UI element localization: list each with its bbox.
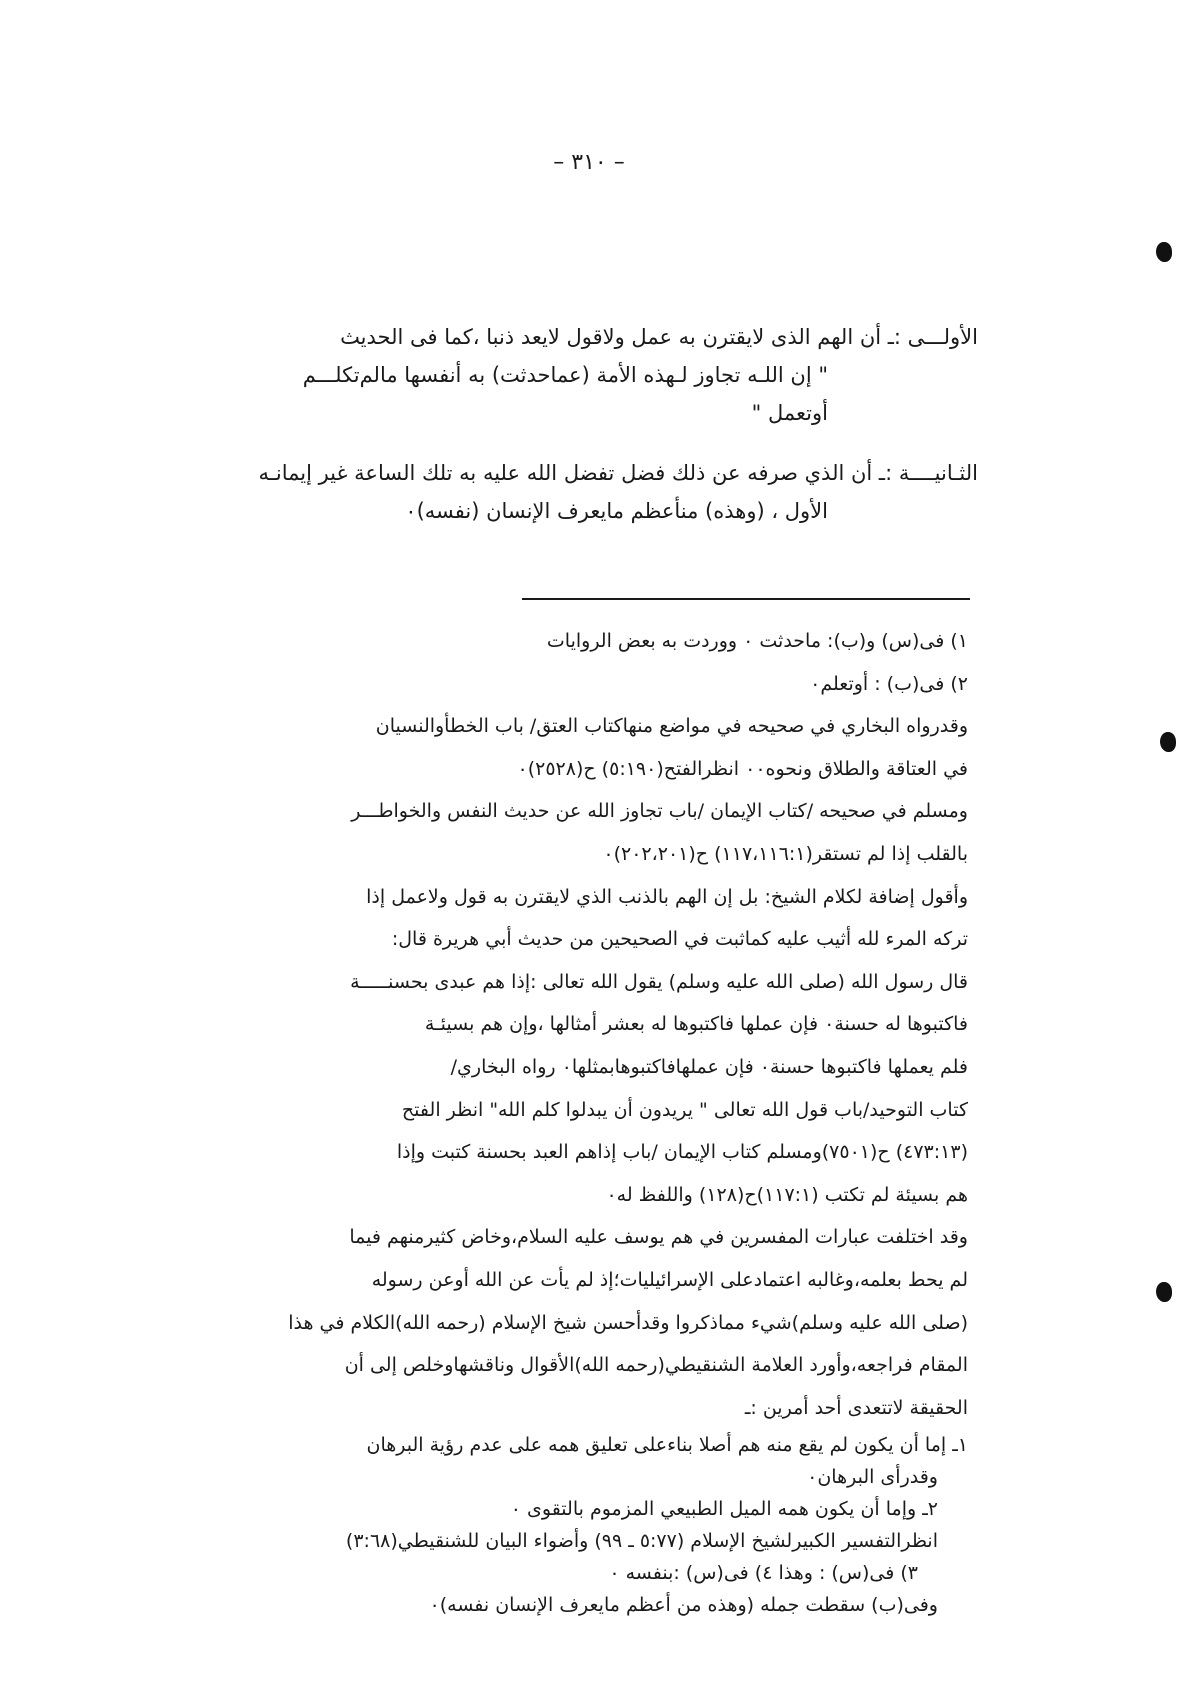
footnote-line: انظرالتفسير الكبيرلشيخ الإسلام (٥:٧٧ ـ ٩٩) وأضواء البيان للشنقيطي(٣:٦٨) — [345, 1530, 938, 1553]
footnote-line: ١) فى(س) و(ب): ماحدثت ٠ ووردت به بعض الروايات — [546, 630, 968, 652]
footnote-line: (صلى الله عليه وسلم)شيء مماذكروا وقدأحسن شيخ الإسلام (رحمه الله)الكلام في هذا — [288, 1311, 968, 1334]
second-line-1: الثـانيــــة :ـ أن الذي صرفه عن ذلك فضل تفضل الله عليه به تلك الساعة غير إيمانـه — [258, 461, 978, 485]
footnote-line: وأقول إضافة لكلام الشيخ: بل إن الهم بالذنب الذي لايقترن به قول ولاعمل إذا — [366, 885, 968, 908]
footnote-divider — [522, 598, 970, 600]
footnote-line: ٢) فى(ب) : أوتعلم٠ — [810, 672, 968, 695]
footnote-line: وقد اختلفت عبارات المفسرين في هم يوسف عليه السلام،وخاض كثيرمنهم فيما — [349, 1226, 968, 1249]
footnotes — [108, 620, 968, 1621]
footnote-line: قال رسول الله (صلى الله عليه وسلم) يقول الله تعالى :إذا هم عبدى بحسنـــــة — [350, 970, 968, 993]
paragraph-second — [118, 454, 978, 530]
footnote-line: ومسلم في صحيحه /كتاب الإيمان /باب تجاوز الله عن حديث النفس والخواطـــر — [351, 800, 968, 823]
footnote-line: (٤٧٣:١٣) ح(٧٥٠١)ومسلم كتاب الإيمان /باب إذاهم العبد بحسنة كتبت وإذا — [396, 1141, 968, 1164]
footnote-line: تركه المرء لله أثيب عليه كماثبت في الصحيحين من حديث أبي هريرة قال: — [391, 928, 968, 951]
first-line-2: " إن اللـه تجاوز لـهذه الأمة (عماحدثت) به أنفسها مالم‌تكلـــم — [302, 363, 828, 387]
footnote-line: فلم يعملها فاكتبوها حسنة٠ فإن عملهافاكتبوهابمثلها٠ رواه البخاري/ — [450, 1055, 968, 1078]
punch-hole-mark — [1156, 1282, 1172, 1302]
page-number: – ٣١٠ – — [553, 150, 625, 175]
footnote-line: ٢ـ وإما أن يكون همه الميل الطبيعي المزموم بالتقوى ٠ — [510, 1498, 938, 1521]
footnote-line: وقدرواه البخاري في صحيحه في مواضع منهاكتاب العتق/ باب الخطأوالنسيان — [375, 715, 968, 738]
footnote-line: ٣) فى(س) : وهذا ٤) فى(س) :بنفسه ٠ — [609, 1562, 918, 1585]
footnote-line: فاكتبوها له حسنة٠ فإن عملها فاكتبوها له بعشر أمثالها ،وإن هم بسيئـة — [424, 1013, 968, 1036]
footnote-line: وقدرأى البرهان٠ — [807, 1466, 938, 1489]
footnote-line: ١ـ إما أن يكون لم يقع منه هم أصلا بناءعلى تعليق همه على عدم رؤية البرهان — [366, 1434, 968, 1457]
first-line-3: أوتعمل " — [751, 401, 828, 425]
footnote-line: المقام فراجعه،وأورد العلامة الشنقيطي(رحمه الله)الأقوال وناقشهاوخلص إلى أن — [344, 1354, 968, 1377]
first-line-1: الأولـــى :ـ أن الهم الذى لايقترن به عمل ولاقول لايعد ذنبا ،كما فى الحديث — [340, 325, 978, 349]
punch-hole-mark — [1160, 732, 1176, 752]
footnote-line: هم بسيئة لم تكتب (١١٧:١)ح(١٢٨) واللفظ له٠ — [606, 1183, 968, 1206]
paragraph-first — [118, 318, 978, 432]
second-line-2: الأول ، (وهذه) منأعظم مايعرف الإنسان (نفسه)٠ — [405, 499, 828, 523]
footnote-line: الحقيقة لاتتعدى أحد أمرين :ـ — [744, 1396, 968, 1419]
footnote-line: في العتاقة والطلاق ونحوه٠٠ انظرالفتح(٥:١٩٠) ح(٢٥٢٨)٠ — [517, 757, 968, 780]
punch-hole-mark — [1156, 242, 1172, 262]
footnote-line: لم يحط بعلمه،وغالبه اعتمادعلى الإسرائيليات؛إذ لم يأت عن الله أوعن رسوله — [371, 1268, 968, 1291]
footnote-line: بالقلب إذا لم تستقر(١١٧،١١٦:١) ح(٢٠٢،٢٠١)٠ — [603, 842, 968, 865]
footnote-line: وفى(ب) سقطت جمله (وهذه من أعظم مايعرف الإنسان نفسه)٠ — [429, 1594, 938, 1617]
footnote-line: كتاب التوحيد/باب قول الله تعالى " يريدون أن يبدلوا كلم الله" انظر الفتح — [401, 1098, 968, 1121]
main-text — [118, 318, 978, 530]
